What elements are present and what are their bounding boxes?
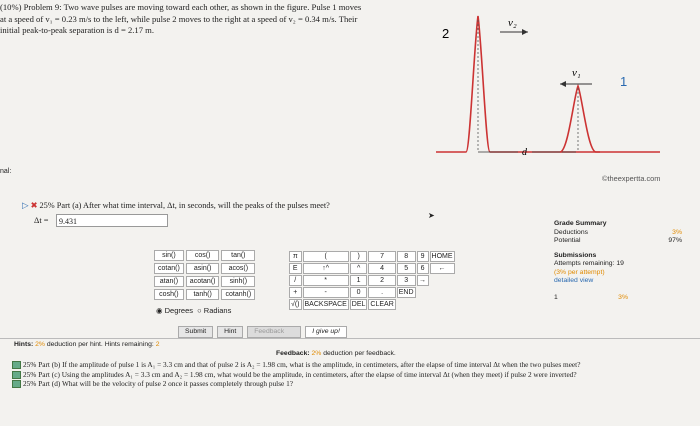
keypad-key[interactable]: CLEAR	[370, 301, 394, 308]
radians-radio-icon[interactable]: ○	[197, 306, 202, 315]
part-a-text: 25% Part (a) After what time interval, Δt, in seconds, will the peaks of the pulses meet?	[39, 201, 330, 210]
answer-input[interactable]: 9.431	[56, 214, 168, 227]
keypad-key[interactable]: END	[398, 289, 414, 296]
function-key[interactable]: sinh()	[221, 276, 255, 287]
lock-icon	[12, 380, 21, 388]
feedback-pct: 2%	[311, 350, 322, 357]
function-key[interactable]: cotan()	[154, 263, 184, 274]
detailed-view-link[interactable]: detailed view	[554, 277, 594, 284]
function-key[interactable]: cos()	[186, 250, 220, 261]
problem-line: at a speed of v₁ = 0.23 m/s to the left, while pulse 2 moves to the right at a speed of v₂ = 0.34 m/s. Their	[0, 13, 358, 24]
keypad-key[interactable]: E	[289, 263, 302, 274]
keypad-key[interactable]: 6	[417, 263, 429, 274]
wave-pulse-figure	[436, 6, 660, 164]
function-key[interactable]: cosh()	[154, 289, 184, 300]
submission-row-value: 3%	[618, 293, 628, 301]
keypad-key[interactable]: 0	[350, 287, 368, 298]
keypad-key[interactable]: +	[289, 287, 302, 298]
submissions-title: Submissions	[554, 251, 597, 259]
feedback-label: Feedback:	[276, 350, 310, 357]
pulse-1-label: 1	[620, 74, 628, 89]
part-d[interactable]: 25% Part (d) What will be the velocity of pulse 2 once it passes completely through pulse 1?	[12, 379, 690, 389]
divider	[0, 338, 700, 339]
mouse-cursor-icon: ➤	[428, 211, 435, 220]
side-label: nal:	[0, 168, 12, 175]
attempts-remaining: Attempts remaining: 19	[554, 260, 624, 267]
potential-value: 97%	[668, 237, 682, 244]
copyright: ©theexpertta.com	[602, 174, 661, 183]
hints-text: deduction per hint. Hints remaining:	[46, 341, 154, 348]
feedback-line	[276, 350, 396, 357]
v1-label: v₁	[572, 67, 581, 79]
remaining-parts	[12, 360, 690, 389]
keypad-key[interactable]: DEL	[351, 301, 366, 308]
keypad-key[interactable]: BACKSPACE	[304, 301, 347, 308]
function-key[interactable]: acotan()	[186, 276, 220, 287]
hints-line	[14, 341, 159, 348]
function-key[interactable]: sin()	[154, 250, 184, 261]
keypad-key[interactable]: →	[417, 275, 429, 286]
v2-arrowhead	[522, 29, 528, 35]
function-key[interactable]: acos()	[221, 263, 255, 274]
pulse-1-curve	[560, 86, 660, 152]
give-up-button[interactable]: I give up!	[305, 326, 347, 338]
function-key[interactable]: tan()	[221, 250, 255, 261]
pulse-2-label: 2	[442, 26, 450, 41]
problem-line: (10%) Problem 9: Two wave pulses are moving toward each other, as shown in the figure. Pulse 1 moves	[0, 2, 362, 12]
keypad-key[interactable]: -	[303, 287, 349, 298]
deductions-value: 3%	[672, 228, 682, 236]
problem-line: initial peak-to-peak separation is d = 2.17 m.	[0, 25, 155, 35]
d-label: d	[522, 147, 527, 158]
keypad-key[interactable]: 9	[417, 251, 429, 262]
deductions-label: Deductions	[554, 228, 589, 236]
keypad-key[interactable]: 1	[350, 275, 368, 286]
keypad-key[interactable]: 8	[397, 251, 416, 262]
keypad-key[interactable]: ^	[350, 263, 368, 274]
part-c[interactable]: 25% Part (c) Using the amplitudes A₁ = 3.3 cm and A₂ = 1.98 cm, what would be the amplitude, in centimeters, after the elapse of time interval Δt (when they meet) if pulse 2 were inverted?	[12, 370, 690, 380]
per-attempt: (3% per attempt)	[554, 268, 605, 276]
v2-label: v₂	[508, 17, 517, 29]
keypad-key[interactable]: (	[303, 251, 349, 262]
keypad-key[interactable]: ↑^	[303, 263, 349, 274]
angle-mode	[156, 306, 231, 315]
keypad-key[interactable]: 5	[397, 263, 416, 274]
hints-remaining: 2	[155, 341, 160, 348]
part-b[interactable]: 25% Part (b) If the amplitude of pulse 1 is A₁ = 3.3 cm and that of pulse 2 is A₂ = 1.98 cm, what is the amplitude, in centimeters, after the elapse of time interval Δt when the two pulses meet?	[12, 360, 690, 370]
keypad-key[interactable]: *	[303, 275, 349, 286]
submit-button[interactable]: Submit	[178, 326, 213, 338]
function-keys	[152, 248, 257, 302]
keypad-key[interactable]: 4	[368, 263, 395, 274]
cross-icon: ✖	[30, 201, 38, 210]
keypad-key[interactable]: .	[368, 287, 395, 298]
radians-label: Radians	[203, 306, 232, 315]
feedback-button[interactable]: Feedback	[247, 326, 301, 338]
function-key[interactable]: atan()	[154, 276, 184, 287]
part-a-question	[22, 200, 330, 210]
keypad-key[interactable]: 2	[368, 275, 395, 286]
hints-label: Hints:	[14, 341, 34, 348]
answer-variable: Δt =	[34, 216, 49, 225]
keypad-key[interactable]: 3	[397, 275, 416, 286]
function-key[interactable]: tanh()	[186, 289, 220, 300]
keypad-key[interactable]: √()	[291, 301, 300, 308]
potential-label: Potential	[554, 237, 581, 244]
keypad-key[interactable]: HOME	[431, 253, 453, 260]
keypad-key[interactable]: π	[289, 251, 302, 262]
feedback-text: deduction per feedback.	[323, 350, 396, 357]
function-key[interactable]: cotanh()	[221, 289, 255, 300]
keypad-key[interactable]: /	[289, 275, 302, 286]
hints-pct: 2%	[35, 341, 45, 348]
problem-statement	[0, 2, 420, 37]
expand-icon[interactable]: ▷	[22, 201, 29, 210]
grade-summary	[554, 220, 682, 302]
degrees-radio-icon[interactable]: ◉	[156, 306, 163, 315]
action-buttons	[178, 326, 347, 338]
function-key[interactable]: asin()	[186, 263, 220, 274]
lock-icon	[12, 361, 21, 369]
degrees-label: Degrees	[164, 306, 193, 315]
grade-title: Grade Summary	[554, 220, 607, 227]
v1-arrowhead	[560, 81, 566, 87]
keypad	[288, 250, 456, 311]
lock-icon	[12, 371, 21, 379]
hint-button[interactable]: Hint	[217, 326, 243, 338]
keypad-key[interactable]: ←	[430, 263, 455, 274]
keypad-key[interactable]: )	[350, 251, 368, 262]
submission-row-number: 1	[554, 293, 558, 301]
keypad-key[interactable]: 7	[368, 251, 395, 262]
